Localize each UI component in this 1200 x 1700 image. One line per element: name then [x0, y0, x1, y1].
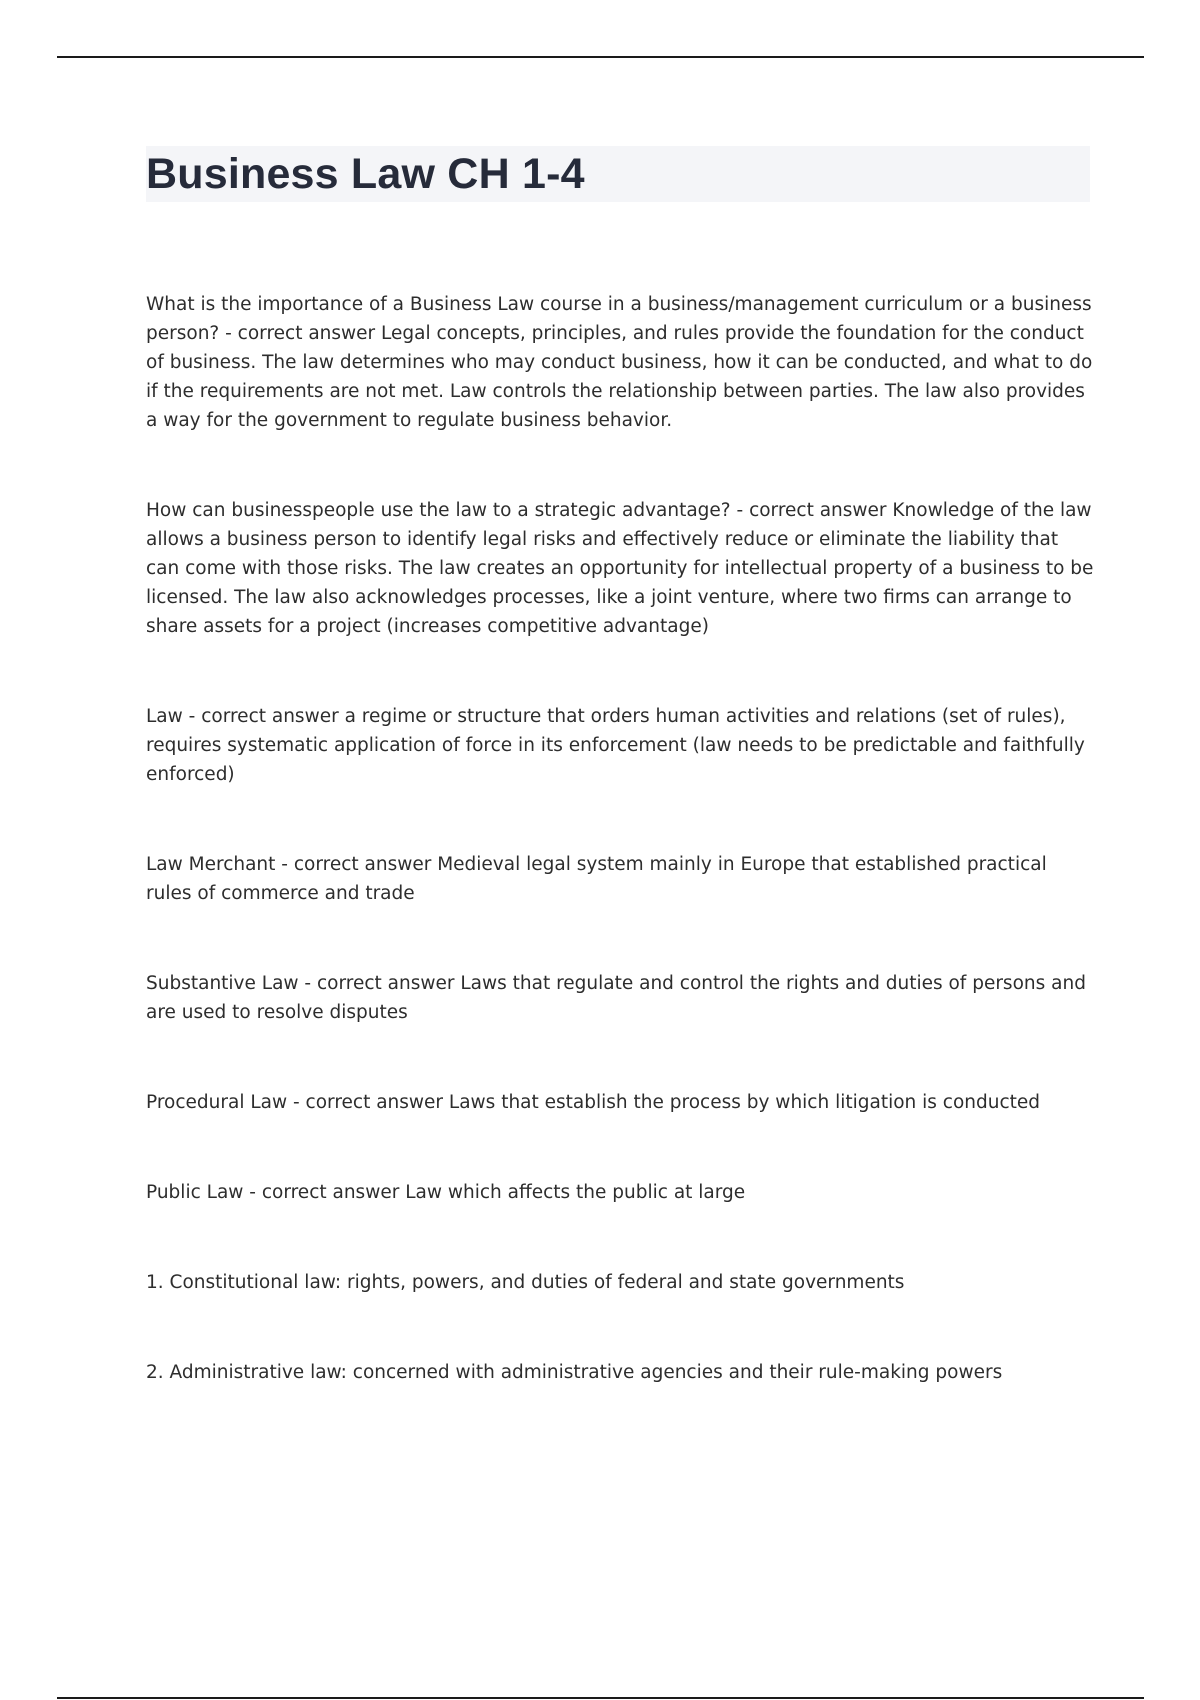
page-title: Business Law CH 1-4: [146, 150, 585, 198]
flashcard-entry-importance: What is the importance of a Business Law course in a business/management curriculum or a business person? - correct answer Legal concepts, principles, and rules provide the foundation for the conduct of business. The law determines who may conduct business, how it can be conducted, and what to do if the requirements are not met. Law controls the relationship between parties. The law also provides a way for the government to regulate business behavior.: [146, 294, 1093, 431]
flashcard-entry-administrative-law: 2. Administrative law: concerned with administrative agencies and their rule-making powers: [146, 1362, 1003, 1383]
flashcard-entry-law: Law - correct answer a regime or structure that orders human activities and relations (set of rules), requires systematic application of force in its enforcement (law needs to be predictable and faithfully enforced): [146, 706, 1085, 785]
flashcard-entry-public-law: Public Law - correct answer Law which affects the public at large: [146, 1182, 746, 1203]
flashcard-entry-procedural-law: Procedural Law - correct answer Laws that establish the process by which litigation is conducted: [146, 1092, 1041, 1113]
flashcard-entry-substantive-law: Substantive Law - correct answer Laws that regulate and control the rights and duties of persons and are used to resolve disputes: [146, 973, 1086, 1023]
flashcard-entry-strategic-advantage: How can businesspeople use the law to a strategic advantage? - correct answer Knowledge of the law allows a business person to identify legal risks and effectively reduce or eliminate the liability that can come with those risks. The law creates an opportunity for intellectual property of a business to be licensed. The law also acknowledges processes, like a joint venture, where two firms can arrange to share assets for a project (increases competitive advantage): [146, 500, 1094, 637]
bottom-rule: [57, 1697, 1144, 1699]
document-body: [146, 290, 1096, 1387]
top-rule: [57, 56, 1144, 58]
flashcard-entry-law-merchant: Law Merchant - correct answer Medieval legal system mainly in Europe that established practical rules of commerce and trade: [146, 854, 1047, 904]
flashcard-entry-constitutional-law: 1. Constitutional law: rights, powers, and duties of federal and state governments: [146, 1272, 905, 1293]
